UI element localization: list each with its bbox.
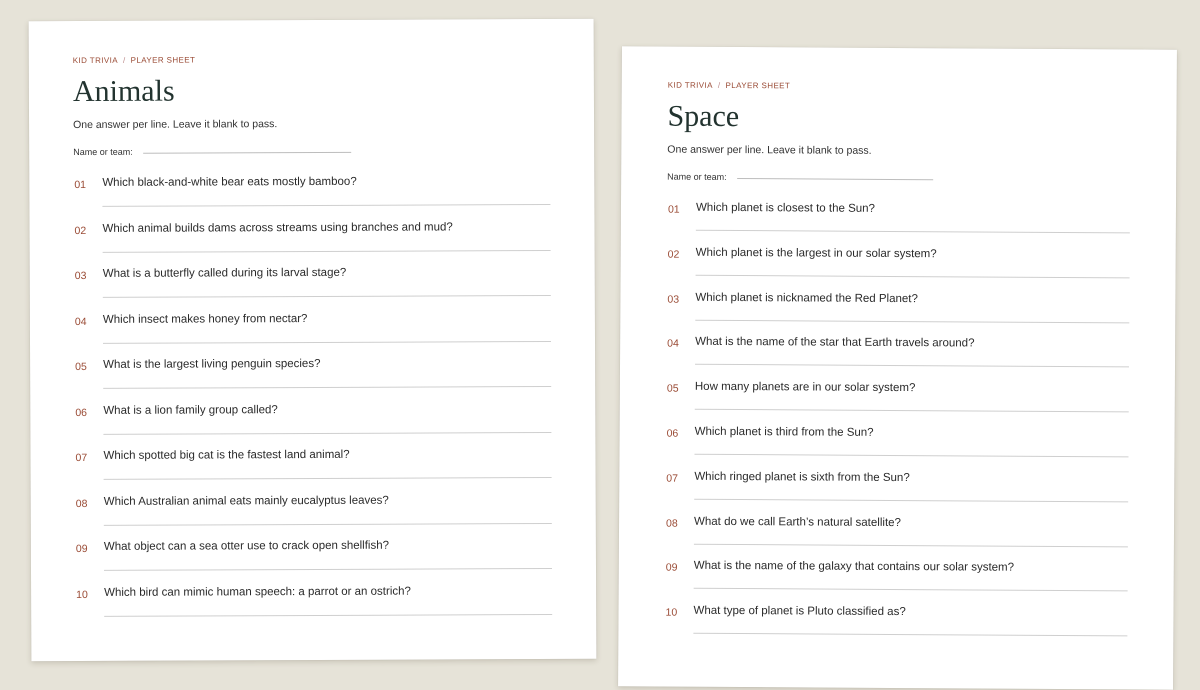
question-item [74,349,551,397]
question-item [74,258,551,306]
sheet-title: Animals [72,74,175,109]
question-number: 10 [76,588,88,601]
question-item [664,597,1127,645]
question-number: 04 [74,315,87,328]
breadcrumb-item[interactable]: PLAYER SHEET [725,80,791,91]
question-number: 03 [74,269,87,283]
question-item [667,194,1130,242]
question-item [666,283,1129,331]
question-number: 09 [75,542,88,556]
question-number: 09 [665,561,678,575]
question-text: Which insect makes honey from nectar? [102,312,308,326]
breadcrumb-separator: / [717,80,721,90]
breadcrumb [668,81,1131,93]
breadcrumb-separator: / [122,55,126,65]
answer-line[interactable] [694,588,1128,592]
answer-line[interactable] [103,386,551,389]
question-text: What is a lion family group called? [103,403,278,417]
answer-line[interactable] [103,431,551,434]
answer-line[interactable] [693,633,1127,637]
question-text: What is the largest living penguin species? [103,357,321,371]
answer-line[interactable] [695,409,1129,413]
sheet-instructions: One answer per line. Leave it blank to pass. [667,143,872,157]
question-text: Which animal builds dams across streams using branches and mud? [102,220,453,235]
question-item [665,418,1128,466]
answer-line[interactable] [694,543,1128,547]
question-number: 02 [74,224,87,237]
name-label: Name or team: [73,146,133,158]
question-text: Which planet is nicknamed the Red Planet? [695,291,918,305]
question-text: What object can a sea otter use to crack open shellfish? [103,539,390,553]
question-item [665,507,1128,555]
question-text: What type of planet is Pluto classified as? [693,604,906,619]
answer-line[interactable] [695,364,1129,368]
question-text: What is the name of the star that Earth travels around? [695,336,975,350]
player-sheet-animals [29,19,597,661]
answer-line[interactable] [104,613,552,616]
name-label: Name or team: [667,171,727,182]
question-number: 02 [667,248,680,261]
question-text: Which bird can mimic human speech: a parrot or an ostrich? [104,585,411,599]
question-item [666,328,1129,376]
breadcrumb-item[interactable]: KID TRIVIA [72,55,119,66]
question-text: What is a butterfly called during its larval stage? [102,266,347,280]
answer-line[interactable] [103,295,551,298]
breadcrumb-item[interactable]: KID TRIVIA [667,80,713,90]
player-sheet-space [618,46,1177,689]
question-item [75,576,552,624]
question-number: 06 [75,406,88,419]
question-number: 01 [667,203,680,216]
question-item [74,440,551,488]
answer-line[interactable] [104,522,552,525]
question-number: 01 [74,178,87,192]
answer-line[interactable] [102,204,550,207]
question-list [664,194,1130,645]
question-text: What do we call Earth’s natural satellite? [694,515,901,529]
name-field[interactable] [737,177,933,180]
breadcrumb [73,54,550,65]
answer-line[interactable] [696,275,1130,279]
answer-line[interactable] [694,499,1128,503]
answer-line[interactable] [104,477,552,480]
question-number: 08 [666,517,678,530]
question-item [75,485,552,533]
question-item [667,238,1130,286]
question-number: 10 [665,606,678,619]
name-row [73,145,550,157]
answer-line[interactable] [694,454,1128,458]
question-item [665,552,1128,600]
question-text: Which planet is closest to the Sun? [695,201,876,215]
question-item [74,303,551,351]
question-number: 07 [75,451,88,465]
question-list [73,167,552,624]
question-text: Which black-and-white bear eats mostly bamboo? [102,175,357,189]
question-number: 06 [666,427,679,440]
question-item [665,462,1128,510]
question-text: What is the name of the galaxy that contains our solar system? [693,560,1015,575]
question-text: How many planets are in our solar system? [694,380,916,395]
question-text: Which planet is the largest in our solar system? [695,246,937,261]
answer-line[interactable] [104,568,552,571]
sheet-title: Space [667,99,740,134]
question-text: Which spotted big cat is the fastest land animal? [103,448,350,462]
answer-line[interactable] [696,230,1130,234]
question-text: Which ringed planet is sixth from the Sun? [694,470,910,484]
question-text: Which planet is third from the Sun? [694,425,874,439]
name-field[interactable] [143,151,351,154]
question-text: Which Australian animal eats mainly eucalyptus leaves? [103,494,389,508]
answer-line[interactable] [103,249,551,252]
name-row [667,172,1130,185]
sheet-instructions: One answer per line. Leave it blank to pass. [73,118,278,132]
question-item [73,167,550,215]
question-number: 05 [75,360,87,374]
question-number: 08 [75,497,88,510]
question-item [74,394,551,442]
question-number: 04 [667,337,679,351]
question-number: 03 [667,293,680,306]
breadcrumb-item[interactable]: PLAYER SHEET [130,55,196,65]
question-item [666,373,1129,421]
question-item [73,212,550,260]
question-number: 05 [666,382,679,395]
answer-line[interactable] [695,319,1129,323]
question-item [75,531,552,579]
question-number: 07 [666,472,679,485]
answer-line[interactable] [103,340,551,343]
